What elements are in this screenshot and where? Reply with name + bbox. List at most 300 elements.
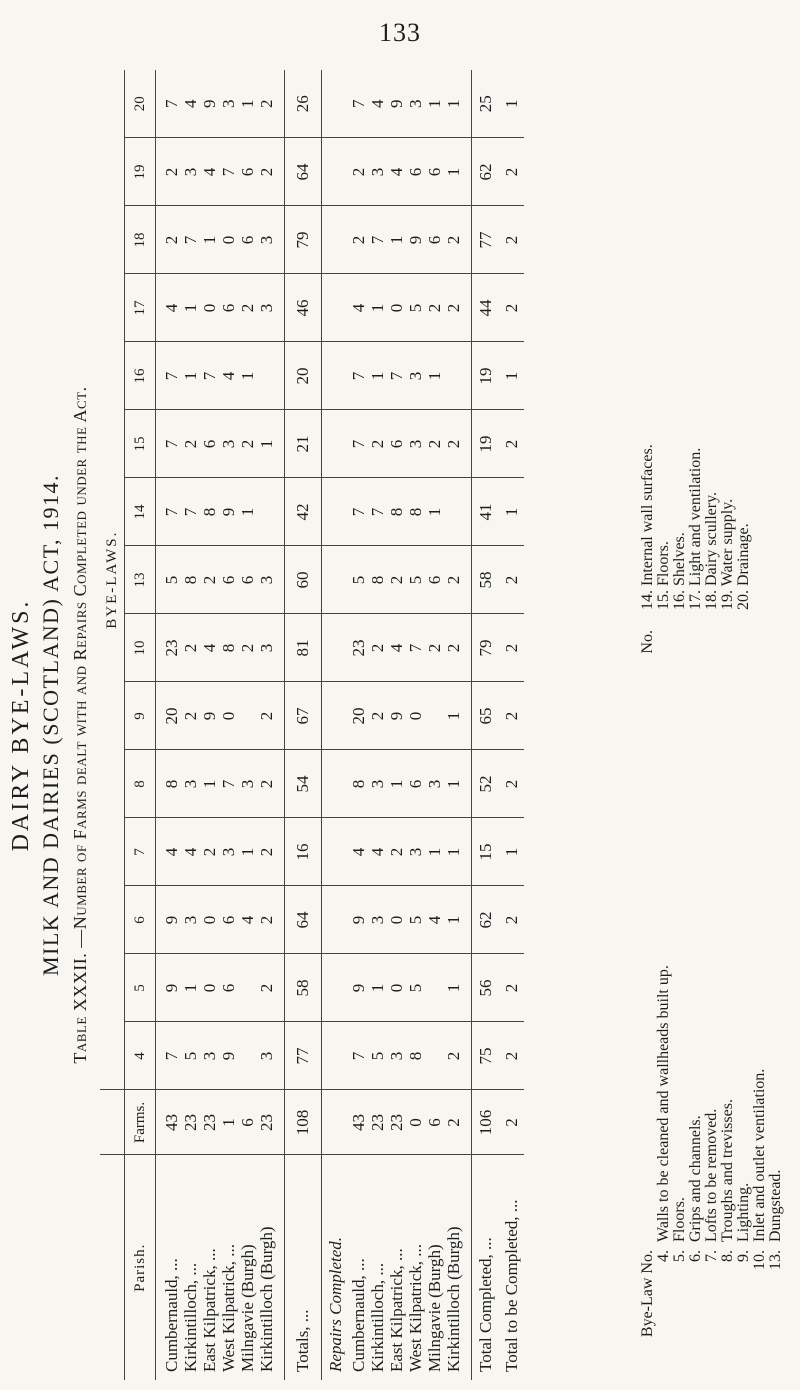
bylaw-count: 8	[368, 575, 387, 585]
to-be-completed-value: 2	[500, 546, 524, 614]
bylaw-count: 0	[406, 711, 425, 721]
empty-cell	[322, 614, 350, 682]
rotated-page-content	[0, 70, 800, 1380]
parish-name: West Kilpatrick, ...	[406, 1244, 425, 1372]
legend-description: Inlet and outlet ventilation.	[751, 1068, 768, 1242]
bylaw-count: 2	[425, 303, 444, 313]
bylaw-count: 3	[257, 235, 276, 245]
bylaw-count: 9	[349, 983, 368, 993]
bylaw-count: 7	[181, 235, 200, 245]
bylaw-count	[425, 1027, 444, 1086]
table-row	[156, 70, 285, 1380]
bylaw-count: 2	[444, 235, 463, 245]
legend-row	[656, 965, 672, 1340]
bylaw-count: 2	[425, 643, 444, 653]
bylaw-count: 7	[162, 1051, 181, 1061]
bylaw-count: 7	[349, 371, 368, 381]
bylaw-count: 7	[368, 235, 387, 245]
farms-count-list	[156, 1090, 285, 1155]
completed-value: 19	[472, 410, 501, 478]
bylaw-count: 6	[219, 575, 238, 585]
empty-cell	[322, 274, 350, 342]
empty-cell	[322, 70, 350, 138]
bylaw-count: 1	[368, 303, 387, 313]
bylaw-count: 2	[368, 643, 387, 653]
total-value: 16	[285, 818, 322, 886]
bylaw-count: 23	[162, 639, 181, 657]
total-value: 20	[285, 342, 322, 410]
empty-cell	[322, 410, 350, 478]
bylaw-count: 9	[162, 915, 181, 925]
bylaw-count: 7	[387, 371, 406, 381]
bylaw-count: 0	[387, 983, 406, 993]
bylaw-count: 2	[181, 643, 200, 653]
bylaw-count: 2	[257, 99, 276, 108]
data-table-container	[100, 70, 615, 1380]
table-row	[349, 70, 472, 1380]
bylaw-count-list	[349, 750, 472, 818]
total-value: 58	[285, 954, 322, 1022]
empty-cell	[322, 138, 350, 206]
legend-number: 6	[687, 1254, 704, 1262]
bylaw-count-list	[156, 886, 285, 954]
bylaw-count-list	[156, 614, 285, 682]
legend-row	[736, 965, 752, 1340]
empty-cell	[322, 750, 350, 818]
bylaw-count: 2	[368, 711, 387, 721]
empty-cell	[322, 546, 350, 614]
bylaw-count: 20	[162, 707, 181, 725]
parish-name: Cumbernauld, ...	[162, 1258, 181, 1372]
to-be-completed-value: 2	[500, 274, 524, 342]
bylaw-count-list	[156, 1022, 285, 1090]
bylaw-count: 1	[444, 915, 463, 925]
empty-cell	[322, 886, 350, 954]
bylaw-count: 7	[162, 439, 181, 449]
parish-name: West Kilpatrick, ...	[219, 1244, 238, 1372]
bylaw-count: 7	[162, 99, 181, 108]
bylaw-count: 3	[219, 847, 238, 857]
farms-count: 0	[406, 1118, 425, 1127]
bylaw-count: 6	[238, 575, 257, 585]
bylaw-count-list	[156, 478, 285, 546]
legend-description: Floors.	[671, 1197, 688, 1242]
total-value: 81	[285, 614, 322, 682]
legend-row: 20. Drainage.	[736, 444, 752, 660]
bylaw-count: 3	[181, 167, 200, 177]
legend-key: 5.	[672, 1242, 688, 1340]
title-dairy-byelaws: DAIRY BYE-LAWS.	[8, 598, 34, 852]
to-be-completed-value: 2	[500, 682, 524, 750]
bylaw-count: 6	[238, 167, 257, 177]
bylaw-count: 3	[406, 847, 425, 857]
legend-key: 8.	[720, 1242, 736, 1340]
legend-description: Drainage.	[735, 523, 752, 586]
total-value: 60	[285, 546, 322, 614]
legend-number: 7	[703, 1254, 720, 1262]
legend-key	[640, 622, 656, 660]
repairs-completed-label: Repairs Completed.	[322, 1155, 350, 1380]
bylaw-count: 1	[238, 507, 257, 517]
bylaw-count: 1	[368, 983, 387, 993]
bylaw-count: 5	[368, 1051, 387, 1061]
bylaw-count-list	[156, 818, 285, 886]
page-number: 133	[379, 18, 421, 47]
bylaw-count: 4	[368, 847, 387, 857]
to-be-completed-value: 2	[500, 1090, 524, 1155]
bylaw-count: 1	[181, 371, 200, 381]
total-completed-label: Total Completed, ...	[472, 1155, 501, 1380]
legend-key: 6.	[688, 1242, 704, 1340]
bylaw-count: 7	[368, 507, 387, 517]
col-header-bylaw: 14	[125, 478, 156, 546]
bylaw-count: 4	[162, 847, 181, 857]
legend-number: 15	[655, 594, 672, 610]
bylaw-count: 4	[200, 167, 219, 177]
bylaw-count	[257, 347, 276, 406]
bylaw-count: 4	[349, 847, 368, 857]
bylaw-count: 2	[238, 643, 257, 653]
legend-row: No.14. Internal wall surfaces.	[640, 444, 656, 660]
farms-count: 6	[238, 1118, 257, 1127]
bylaw-count: 7	[349, 99, 368, 108]
legend-row	[672, 965, 688, 1340]
bylaw-count	[238, 687, 257, 746]
bylaw-count: 9	[219, 1051, 238, 1061]
bylaw-count: 4	[387, 167, 406, 177]
legend-row: 16. Shelves.	[672, 444, 688, 660]
parish-name: Milngavie (Burgh)	[425, 1244, 444, 1372]
table-number: Table XXXII.	[70, 952, 90, 1064]
bylaw-count: 1	[368, 371, 387, 381]
bylaw-count: 8	[200, 507, 219, 517]
legend-left-column	[640, 965, 784, 1340]
col-header-bylaw: 4	[125, 1022, 156, 1090]
total-value: 67	[285, 682, 322, 750]
bylaw-count: 9	[387, 99, 406, 108]
bylaw-count-list	[349, 886, 472, 954]
bylaw-count: 9	[200, 99, 219, 108]
title-act: MILK AND DAIRIES (SCOTLAND) ACT, 1914.	[38, 473, 63, 977]
col-header-bylaw: 15	[125, 410, 156, 478]
bylaw-count-list	[349, 342, 472, 410]
empty-cell	[322, 206, 350, 274]
bylaw-count: 3	[200, 1051, 219, 1061]
legend-title	[640, 1242, 656, 1340]
empty-cell	[322, 1022, 350, 1090]
bylaw-count	[444, 483, 463, 542]
bylaw-count: 7	[219, 779, 238, 789]
bylaw-count: 3	[387, 1051, 406, 1061]
bylaw-count	[425, 687, 444, 746]
bylaw-count: 4	[162, 303, 181, 313]
bylaw-count: 3	[238, 779, 257, 789]
to-be-completed-value: 2	[500, 1022, 524, 1090]
bylaw-count: 1	[238, 371, 257, 381]
legend-title-text: Bye-Law No.	[639, 1250, 656, 1338]
col-header-bylaw: 10	[125, 614, 156, 682]
bylaw-count: 1	[425, 99, 444, 108]
bylaw-count: 2	[425, 439, 444, 449]
farms-count: 1	[219, 1118, 238, 1127]
legend-number: 8	[719, 1254, 736, 1262]
bylaw-count: 3	[257, 575, 276, 585]
bylaw-count: 4	[219, 371, 238, 381]
legend-description: Light and ventilation.	[687, 447, 704, 586]
legend-row	[704, 965, 720, 1340]
farms-count: 23	[387, 1114, 406, 1131]
totals-label: Totals, ...	[285, 1155, 322, 1380]
completed-value: 19	[472, 342, 501, 410]
bylaw-count: 2	[387, 847, 406, 857]
empty-cell	[322, 1090, 350, 1155]
bylaw-count	[444, 347, 463, 406]
bylaw-count: 8	[349, 779, 368, 789]
parish-list	[156, 1155, 285, 1380]
bylaw-count: 6	[238, 235, 257, 245]
bylaw-count: 6	[387, 439, 406, 449]
table-row	[472, 70, 501, 1380]
legend-number: 17	[687, 594, 704, 610]
bylaw-count-list	[349, 1022, 472, 1090]
bylaw-count: 2	[162, 235, 181, 245]
bylaw-count: 1	[444, 167, 463, 177]
bylaw-count: 1	[425, 847, 444, 857]
bylaw-count: 3	[368, 167, 387, 177]
bylaw-count: 6	[425, 575, 444, 585]
bylaw-count-list	[349, 410, 472, 478]
bylaw-count: 9	[219, 507, 238, 517]
empty-cell	[322, 818, 350, 886]
legend-row	[752, 965, 768, 1340]
col-header-farms: Farms.	[125, 1090, 156, 1155]
to-be-completed-value: 1	[500, 478, 524, 546]
bylaw-count-list	[156, 410, 285, 478]
bylaw-count: 7	[349, 507, 368, 517]
bylaw-count: 2	[238, 439, 257, 449]
bylaw-count: 3	[257, 1051, 276, 1061]
bylaw-count: 1	[238, 99, 257, 108]
bylaw-count: 2	[444, 303, 463, 313]
bylaw-count: 2	[162, 167, 181, 177]
table-caption-text: —Number of Farms dealt with and Repairs Completed under the Act.	[70, 386, 90, 948]
bylaw-count: 3	[257, 643, 276, 653]
total-value: 79	[285, 206, 322, 274]
bylaw-count: 1	[200, 779, 219, 789]
bylaw-count-list	[349, 206, 472, 274]
bylaw-count: 1	[238, 847, 257, 857]
farms-count: 43	[162, 1114, 181, 1131]
farms-count: 43	[349, 1114, 368, 1131]
legend-description: Troughs and trevisses.	[719, 1099, 736, 1242]
bylaw-count-list	[156, 138, 285, 206]
legend-row	[640, 965, 656, 1340]
legend-key: 7.	[704, 1242, 720, 1340]
bylaw-count: 3	[406, 99, 425, 108]
bylaw-count: 1	[181, 983, 200, 993]
total-value: 46	[285, 274, 322, 342]
bylaw-count: 1	[425, 371, 444, 381]
legend-right-column	[640, 444, 752, 660]
bylaw-count: 9	[200, 711, 219, 721]
legend-description: Walls to be cleaned and wallheads built up.	[655, 965, 672, 1242]
bylaw-count: 7	[181, 507, 200, 517]
legend-number: 13	[767, 1254, 784, 1270]
legend	[640, 70, 800, 1380]
parish-name: Kirkintilloch, ...	[368, 1262, 387, 1372]
bylaw-count	[257, 483, 276, 542]
bylaw-count: 8	[406, 507, 425, 517]
legend-description: Dungstead.	[767, 1169, 784, 1242]
legend-description: Shelves.	[671, 532, 688, 586]
bylaw-count	[238, 959, 257, 1018]
legend-number: 19	[719, 594, 736, 610]
completed-value: 41	[472, 478, 501, 546]
legend-number: 14	[639, 594, 656, 610]
parish-name: East Kilpatrick, ...	[200, 1248, 219, 1372]
bylaw-count: 1	[444, 711, 463, 721]
col-header-bylaw: 17	[125, 274, 156, 342]
col-header-bylaw: 13	[125, 546, 156, 614]
bylaw-count: 2	[349, 235, 368, 245]
total-value: 64	[285, 886, 322, 954]
bylaw-count: 2	[257, 711, 276, 721]
to-be-completed-value: 2	[500, 954, 524, 1022]
bylaw-count-list	[349, 818, 472, 886]
bylaw-count-list	[156, 954, 285, 1022]
bylaw-count: 2	[387, 575, 406, 585]
legend-row	[688, 965, 704, 1340]
col-header-bylaw: 18	[125, 206, 156, 274]
legend-row: 19. Water supply.	[720, 444, 736, 660]
bylaw-count: 4	[425, 915, 444, 925]
bylaw-count: 9	[406, 235, 425, 245]
col-header-bylaw: 20	[125, 70, 156, 138]
total-value: 108	[285, 1090, 322, 1155]
farms-count: 2	[444, 1118, 463, 1127]
bylaw-count: 2	[257, 167, 276, 177]
legend-row: 17. Light and ventilation.	[688, 444, 704, 660]
to-be-completed-value: 2	[500, 614, 524, 682]
farms-count: 23	[368, 1114, 387, 1131]
bylaw-count: 2	[368, 439, 387, 449]
to-be-completed-value: 2	[500, 886, 524, 954]
total-to-be-completed-label: Total to be Completed, ...	[502, 1199, 521, 1372]
bylaw-count: 9	[387, 711, 406, 721]
empty-cell	[322, 954, 350, 1022]
bylaw-count: 0	[387, 915, 406, 925]
bylaw-count	[238, 1027, 257, 1086]
legend-description: Lighting.	[735, 1182, 752, 1242]
bylaw-count: 2	[349, 167, 368, 177]
bylaws-header: BYE-LAWS.	[100, 70, 125, 1090]
bylaw-count-list	[156, 750, 285, 818]
bylaw-count: 7	[200, 371, 219, 381]
bylaw-count: 1	[425, 507, 444, 517]
bylaw-count-list	[156, 274, 285, 342]
bylaw-count: 5	[406, 575, 425, 585]
completed-value: 75	[472, 1022, 501, 1090]
completed-value: 106	[472, 1090, 501, 1155]
bylaw-count-list	[349, 70, 472, 138]
parish-list	[349, 1155, 472, 1380]
completed-value: 44	[472, 274, 501, 342]
bylaw-count: 0	[200, 915, 219, 925]
legend-row: 18. Dairy scullery.	[704, 444, 720, 660]
completed-value: 79	[472, 614, 501, 682]
total-value: 64	[285, 138, 322, 206]
bylaw-count: 0	[200, 303, 219, 313]
to-be-completed-value: 2	[500, 410, 524, 478]
bylaw-count: 5	[406, 303, 425, 313]
column-header-row	[125, 70, 156, 1380]
bylaw-count-list	[156, 342, 285, 410]
bylaw-count-list	[349, 546, 472, 614]
bylaw-count: 3	[406, 439, 425, 449]
legend-description: Floors.	[655, 541, 672, 586]
bylaw-count: 6	[219, 303, 238, 313]
bylaw-count: 6	[200, 439, 219, 449]
bylaw-count: 1	[200, 235, 219, 245]
legend-description: Water supply.	[719, 498, 736, 587]
to-be-completed-value: 1	[500, 342, 524, 410]
completed-value: 52	[472, 750, 501, 818]
bylaw-count: 6	[425, 235, 444, 245]
farms-count: 23	[257, 1114, 276, 1131]
farms-count: 23	[181, 1114, 200, 1131]
bylaw-count: 6	[406, 779, 425, 789]
col-header-bylaw: 16	[125, 342, 156, 410]
parish-name: Milngavie (Burgh)	[238, 1244, 257, 1372]
bylaw-count: 8	[219, 643, 238, 653]
completed-value: 62	[472, 886, 501, 954]
bylaw-count: 1	[181, 303, 200, 313]
legend-key: 4.	[656, 1242, 672, 1340]
bylaw-count: 8	[181, 575, 200, 585]
bylaw-count-list	[349, 614, 472, 682]
legend-number: 9	[735, 1254, 752, 1262]
bylaw-count: 4	[368, 99, 387, 108]
bylaw-count: 3	[368, 915, 387, 925]
legend-number: 18	[703, 594, 720, 610]
bylaw-count: 4	[181, 847, 200, 857]
col-header-bylaw: 5	[125, 954, 156, 1022]
bylaw-count: 4	[181, 99, 200, 108]
legend-right-title: No.	[639, 630, 656, 654]
bylaw-count: 5	[181, 1051, 200, 1061]
legend-description: Lofts to be removed.	[703, 1108, 720, 1242]
bylaw-count: 0	[219, 235, 238, 245]
bylaw-count-list	[349, 954, 472, 1022]
bylaw-count: 2	[181, 711, 200, 721]
bylaw-count: 2	[238, 303, 257, 313]
completed-value: 65	[472, 682, 501, 750]
bylaw-count: 3	[425, 779, 444, 789]
bylaw-count: 1	[444, 99, 463, 108]
bylaw-count: 7	[162, 507, 181, 517]
bylaw-count: 3	[368, 779, 387, 789]
completed-value: 62	[472, 138, 501, 206]
bylaw-count: 2	[257, 983, 276, 993]
bylaw-count: 0	[200, 983, 219, 993]
total-value: 42	[285, 478, 322, 546]
bylaw-count: 1	[444, 847, 463, 857]
bylaw-count: 9	[349, 915, 368, 925]
bylaw-count: 3	[406, 371, 425, 381]
table-row	[285, 70, 322, 1380]
to-be-completed-value: 2	[500, 206, 524, 274]
bylaw-count: 23	[349, 639, 368, 657]
